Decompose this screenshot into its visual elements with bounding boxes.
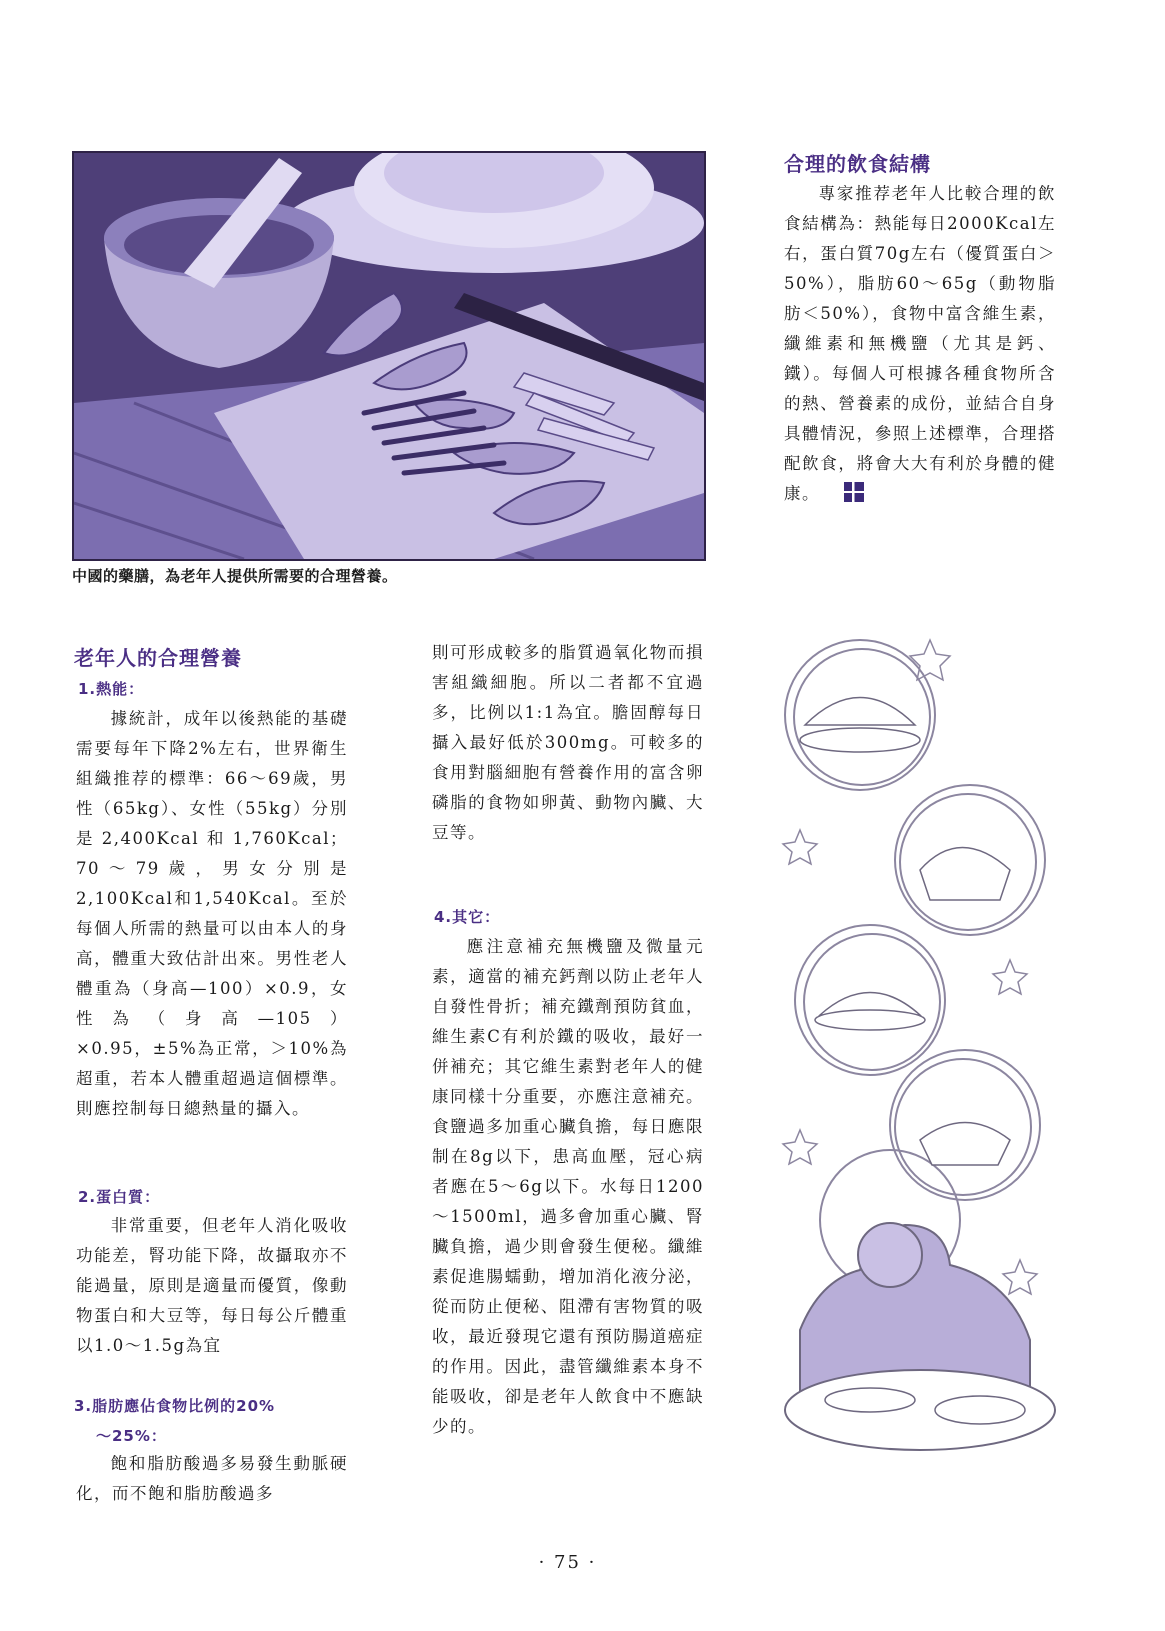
- other-heading: 4.其它：: [434, 908, 501, 926]
- protein-heading: 2.蛋白質：: [78, 1188, 161, 1206]
- diet-structure-body: [784, 179, 1056, 509]
- other-body: 應注意補充無機鹽及微量元素，適當的補充鈣劑以防止老年人自發性骨折；補充鐵劑預防貧血，維生素C有利於鐵的吸收，最好一併補充；其它維生素對老年人的健康同樣十分重要，亦應注意補充。食鹽過多加重心臟負擔，每日應限制在8g以下，患高血壓，冠心病者應在5～6g以下。水每日1200～1500ml，過多會加重心臟、腎臟負擔，過少則會發生便秘。纖維素促進腸蠕動，增加消化液分泌，從而防止便秘、阻滯有害物質的吸收，最近發現它還有預防腸道癌症的作用。因此，盡管纖維素本身不能吸收，卻是老年人飲食中不應缺少的。: [432, 937, 704, 1436]
- fat-body-start: 飽和脂肪酸過多易發生動脈硬化，而不飽和脂肪酸過多: [76, 1454, 348, 1503]
- herbal-cuisine-photo: [72, 151, 706, 561]
- nutrition-title: 老年人的合理營養: [74, 646, 242, 670]
- page-number: · 75 ·: [538, 1552, 597, 1573]
- end-seal-icon: [844, 482, 864, 502]
- energy-heading: 1.熱能：: [78, 680, 145, 698]
- photo-caption: 中國的藥膳，為老年人提供所需要的合理營養。: [72, 567, 398, 585]
- diet-structure-title: 合理的飲食結構: [784, 152, 931, 176]
- herbal-photo-drawing: [74, 153, 704, 559]
- protein-body: 非常重要，但老年人消化吸收功能差，腎功能下降，故攝取亦不能過量，原則是適量而優質，像動物蛋白和大豆等，每日每公斤體重以1.0～1.5g為宜: [76, 1216, 348, 1355]
- energy-body: 據統計，成年以後熱能的基礎需要每年下降2%左右，世界衛生組織推荐的標準：66～69歲，男性（65kg）、女性（55kg）分別是2,400Kcal和1,760Kcal；70～79歲，男女分別是2,100Kcal和1,540Kcal。至於每個人所需的熱量可以由本人的身高，體重大致估計出來。男性老人體重為（身高—100）×0.9，女性為（身高—105）×0.95，±5%為正常，＞10%為超重，若本人體重超過這個標準。則應控制每日總熱量的攝入。: [76, 709, 348, 1118]
- diet-structure-text: 專家推荐老年人比較合理的飲食結構為：熱能每日2000Kcal左右，蛋白質70g左右（優質蛋白＞50%），脂肪60～65g（動物脂肪＜50%），食物中富含維生素，纖維素和無機鹽（尤其是鈣、鐵）。每個人可根據各種食物所含的熱、營養素的成份，並結合自身具體情況，參照上述標準，合理搭配飲食，將會大大有利於身體的健康。: [784, 184, 1056, 503]
- illustration-drawing: [780, 630, 1060, 1510]
- fat-heading-line1: 3.脂肪應佔食物比例的20%: [74, 1397, 276, 1415]
- fat-body-continued: 則可形成較多的脂質過氧化物而損害組織細胞。所以二者都不宜過多，比例以1:1為宜。膽固醇每日攝入最好低於300mg。可較多的食用對腦細胞有營養作用的富含卵磷脂的食物如卵黃、動物內臟、大豆等。: [432, 643, 704, 842]
- fat-heading-line2: ～25%：: [96, 1427, 167, 1445]
- food-circles-illustration: [780, 630, 1060, 1510]
